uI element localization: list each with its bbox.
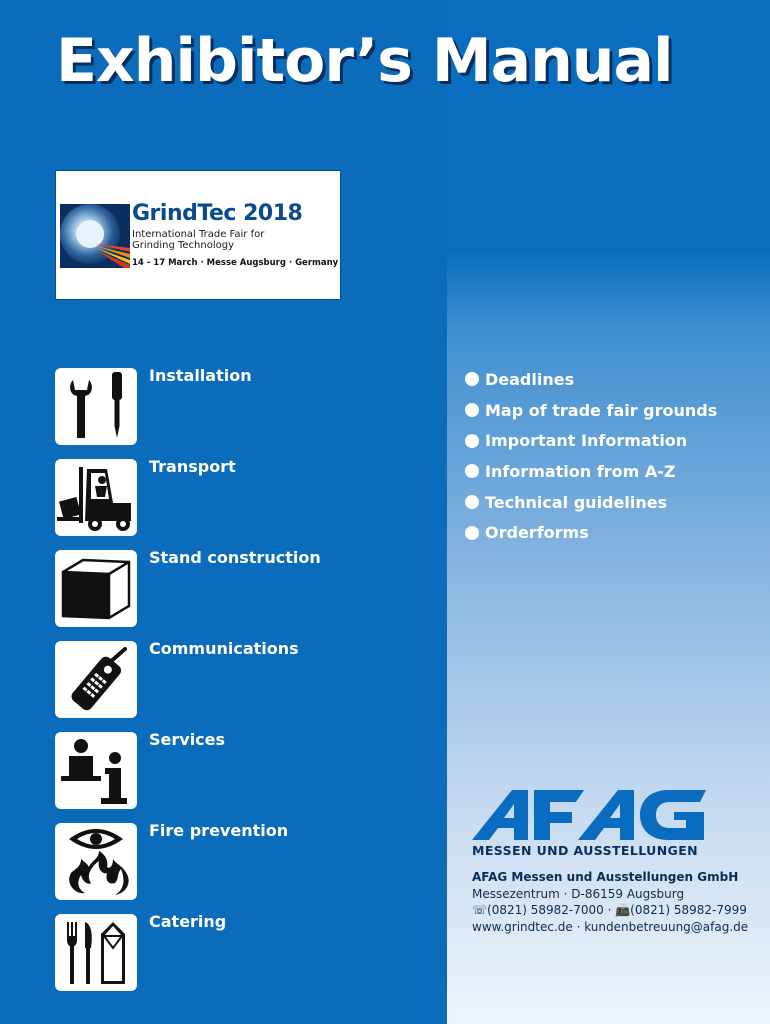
bullet-icon [465,464,479,478]
services-label[interactable]: Services [149,730,226,749]
bullet-icon [465,434,479,448]
logo-subtitle: International Trade Fair for Grinding Technology [132,229,265,251]
phone-fax: ☏(0821) 58982-7000 · 📠(0821) 58982-7999 [472,903,747,917]
logo-name: GrindTec 2018 [132,201,303,226]
bullet-icon [465,495,479,509]
contact-block [472,869,748,935]
grinding-disc-icon [60,204,130,268]
link-technical-guidelines[interactable]: Technical guidelines [465,487,717,518]
catering-label[interactable]: Catering [149,912,227,931]
bullet-icon [465,526,479,540]
bullet-icon [465,403,479,417]
services-tile[interactable] [55,732,137,809]
cutlery-icon [55,914,137,991]
info-desk-icon [55,732,137,809]
eye-flame-icon [55,823,137,900]
company-name: AFAG Messen und Ausstellungen GmbH [472,870,739,884]
afag-tagline: MESSEN UND AUSSTELLUNGEN [472,843,699,858]
link-important-information[interactable]: Important Information [465,425,717,456]
cube-icon [55,550,137,627]
grindtec-logo [55,170,341,300]
transport-tile[interactable] [55,459,137,536]
link-list [465,364,717,548]
page-title: Exhibitor’s Manual [56,26,673,96]
link-information-a-z[interactable]: Information from A-Z [465,456,717,487]
forklift-icon [55,459,137,536]
stand-construction-tile[interactable] [55,550,137,627]
logo-date: 14 - 17 March · Messe Augsburg · Germany [132,258,339,268]
mobile-phone-icon [55,641,137,718]
transport-label[interactable]: Transport [149,457,236,476]
stand-construction-label[interactable]: Stand construction [149,548,321,567]
installation-label[interactable]: Installation [149,366,252,385]
web-email[interactable]: www.grindtec.de · kundenbetreuung@afag.de [472,919,749,934]
link-deadlines[interactable]: Deadlines [465,364,717,395]
address: Messezentrum · D-86159 Augsburg [472,886,685,901]
catering-tile[interactable] [55,914,137,991]
link-orderforms[interactable]: Orderforms [465,517,717,548]
fire-prevention-label[interactable]: Fire prevention [149,821,289,840]
bullet-icon [465,372,479,386]
communications-label[interactable]: Communications [149,639,299,658]
wrench-screwdriver-icon [55,368,137,445]
fire-prevention-tile[interactable] [55,823,137,900]
link-map[interactable]: Map of trade fair grounds [465,395,717,426]
afag-logo [472,788,706,840]
installation-tile[interactable] [55,368,137,445]
communications-tile[interactable] [55,641,137,718]
